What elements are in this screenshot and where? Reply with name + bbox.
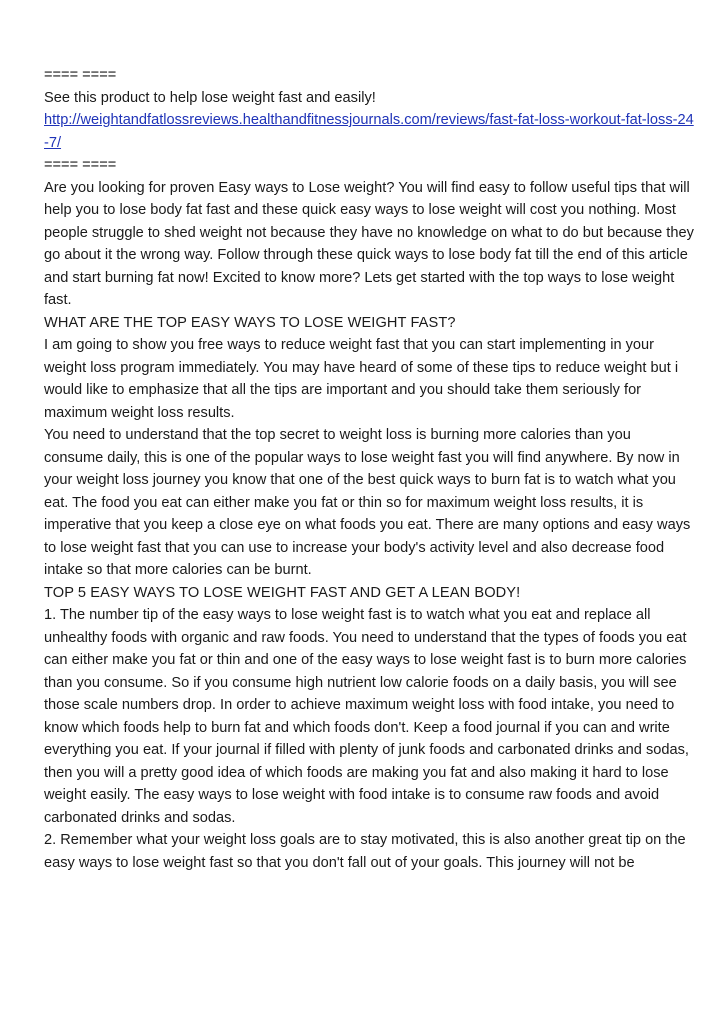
separator-bottom: ==== ==== <box>44 157 117 173</box>
product-link-line <box>44 109 694 154</box>
paragraph-tip-2: 2. Remember what your weight loss goals are to stay motivated, this is also another great tip on the easy ways to lose weight fast so that you don't fall out of your goals. This journey will not be <box>44 832 686 871</box>
section-heading-top-5: TOP 5 EASY WAYS TO LOSE WEIGHT FAST AND GET A LEAN BODY! <box>44 584 521 601</box>
paragraph-intro: Are you looking for proven Easy ways to Lose weight? You will find easy to follow useful tips that will help you to lose body fat fast and these quick easy ways to lose weight will cost you nothing. Most people struggle to shed weight not because they have no knowledge on what to do but because they go about it the wrong way. Follow through these quick ways to lose body fat till the end of this article and start burning fat now! Excited to know more? Lets get started with the top ways to lose weight fast. <box>44 179 694 308</box>
document-page <box>44 64 694 874</box>
intro-line: See this product to help lose weight fast and easily! <box>44 89 376 106</box>
paragraph-tip-1: 1. The number tip of the easy ways to lose weight fast is to watch what you eat and replace all unhealthy foods with organic and raw foods. You need to understand that the types of foods you eat can either make you fat or thin and one of the easy ways to lose weight fast is to burn more calories than you consume. So if you consume high nutrient low calorie foods on a daily basis, you will see those scale numbers drop. In order to achieve maximum weight loss with food intake, you need to know which foods help to burn fat and which foods don't. Keep a food journal if you can and write everything you eat. If your journal if filled with plenty of junk foods and carbonated drinks and sodas, then you will a pretty good idea of which foods are making you fat and also making it hard to lose weight easily. The easy ways to lose weight with food intake is to consume raw foods and avoid carbonated drinks and sodas. <box>44 607 689 826</box>
separator-top: ==== ==== <box>44 67 117 83</box>
section-heading-top-ways: WHAT ARE THE TOP EASY WAYS TO LOSE WEIGHT FAST? <box>44 314 456 331</box>
paragraph-top-secret: You need to understand that the top secret to weight loss is burning more calories than you consume daily, this is one of the popular ways to lose weight fast you will find anywhere. By now in your weight loss journey you know that one of the best quick ways to burn fat is to watch what you eat. The food you eat can either make you fat or thin so for maximum weight loss results, it is imperative that you keep a close eye on what foods you eat. There are many options and easy ways to lose weight fast that you can use to increase your body's activity level and also decrease food intake so that more calories can be burnt. <box>44 427 691 578</box>
paragraph-free-ways: I am going to show you free ways to reduce weight fast that you can start implementing in your weight loss program immediately. You may have heard of some of these tips to reduce weight but i would like to emphasize that all the tips are important and you should take them seriously for maximum weight loss results. <box>44 337 679 421</box>
product-link[interactable]: http://weightandfatlossreviews.healthandfitnessjournals.com/reviews/fast-fat-loss-workout-fat-loss-24-7/ <box>44 112 694 151</box>
